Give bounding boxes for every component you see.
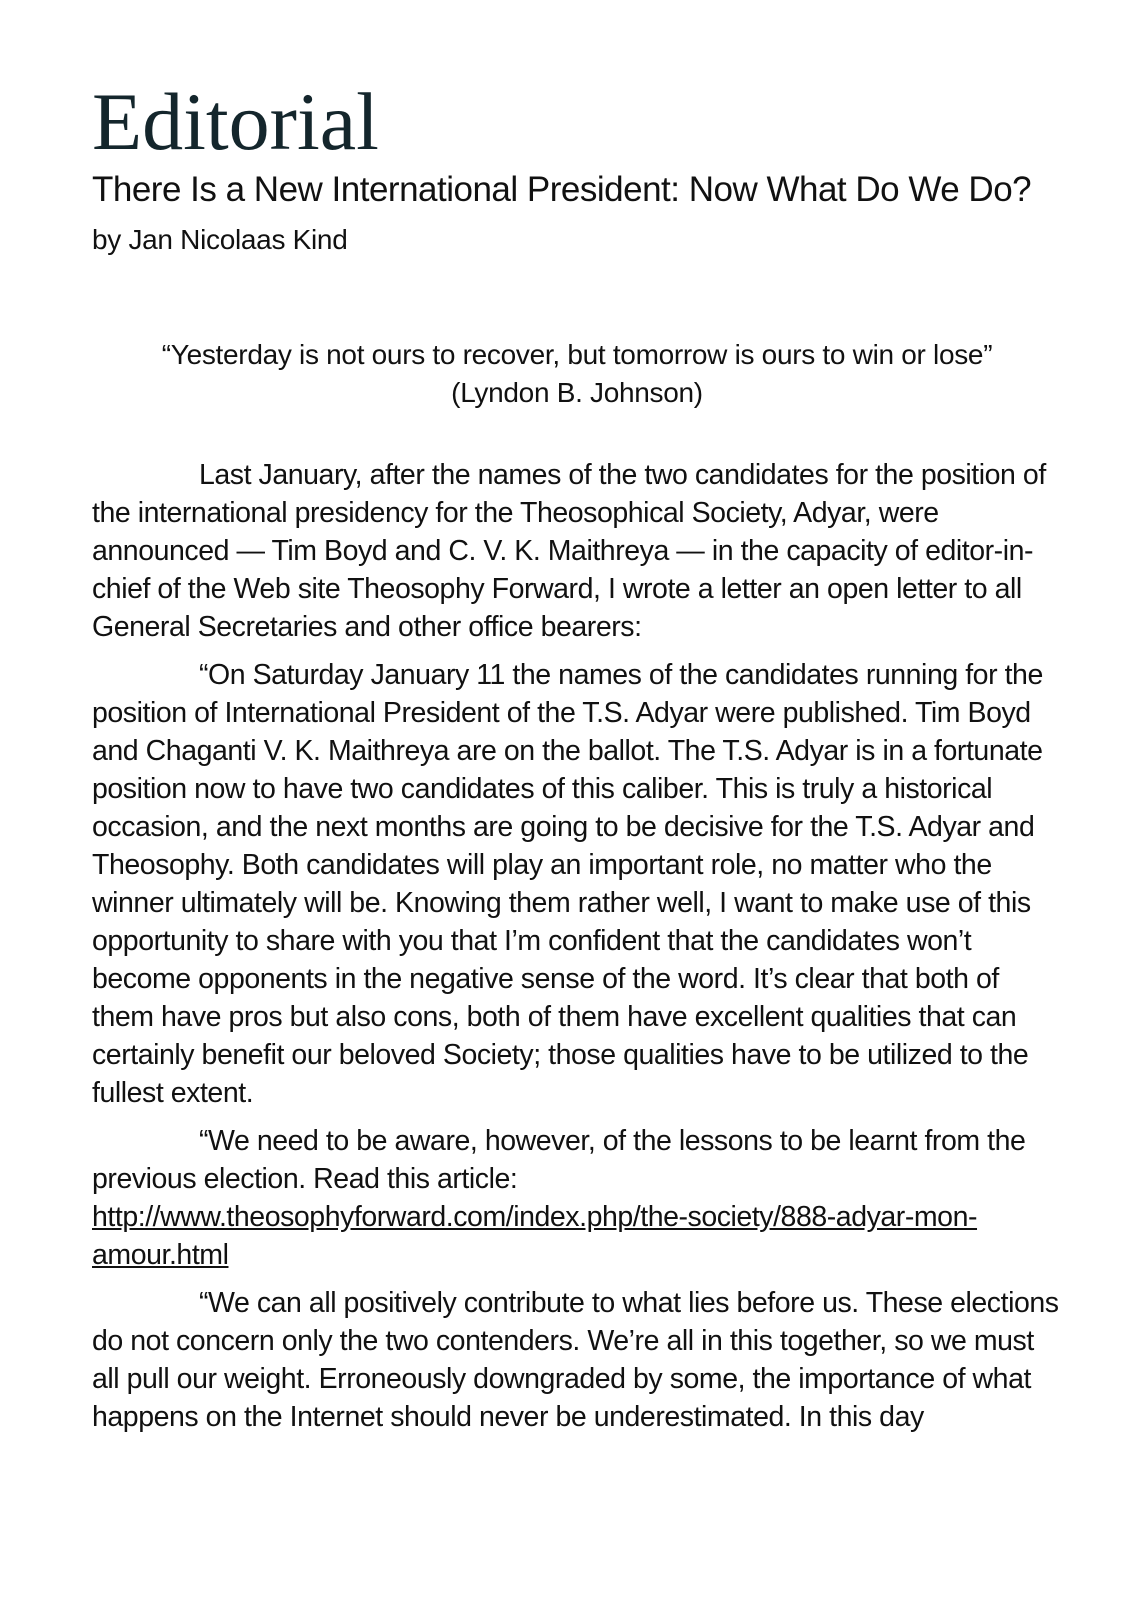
body-paragraph-1: Last January, after the names of the two candidates for the position of the international presidency for the Theosophical Society, Adyar, were announced — Tim Boyd and C. V. K. Maithreya — in the capacity of editor-in-chief of the Web site Theosophy Forward, I wrote a letter an open letter to all General Secretaries and other office bearers: — [92, 459, 1046, 643]
body-paragraph-3-text: “We need to be aware, however, of the lessons to be learnt from the previous election. Read this article: — [92, 1125, 1026, 1195]
article-body — [92, 456, 1062, 1436]
body-paragraph-3 — [92, 1122, 1062, 1274]
editorial-page — [92, 78, 1062, 1446]
body-paragraph-2: “On Saturday January 11 the names of the candidates running for the position of International President of the T.S. Adyar were published. Tim Boyd and Chaganti V. K. Maithreya are on the ballot. The T.S. Adyar is in a fortunate position now to have two candidates of this caliber. This is truly a historical occasion, and the next months are going to be decisive for the T.S. Adyar and Theosophy. Both candidates will play an important role, no matter who the winner ultimately will be. Knowing them rather well, I want to make use of this opportunity to share with you that I’m confident that the candidates won’t become opponents in the negative sense of the word. It’s clear that both of them have pros but also cons, both of them have excellent qualities that can certainly benefit our beloved Society; those qualities have to be utilized to the fullest extent. — [92, 659, 1043, 1109]
epigraph — [92, 336, 1062, 412]
article-title: There Is a New International President: Now What Do We Do? — [92, 170, 1032, 209]
body-paragraph-4: “We can all positively contribute to what lies before us. These elections do not concern only the two contenders. We’re all in this together, so we must all pull our weight. Erroneously downgraded by some, the importance of what happens on the Internet should never be underestimated. In this day — [92, 1287, 1059, 1433]
author-byline: by Jan Nicolaas Kind — [92, 224, 348, 255]
epigraph-attribution: (Lyndon B. Johnson) — [451, 377, 703, 408]
epigraph-quote: “Yesterday is not ours to recover, but tomorrow is ours to win or lose” — [161, 339, 993, 370]
article-link[interactable]: http://www.theosophyforward.com/index.php/the-society/888-adyar-mon-amour.html — [92, 1201, 978, 1271]
section-heading: Editorial — [92, 76, 379, 167]
